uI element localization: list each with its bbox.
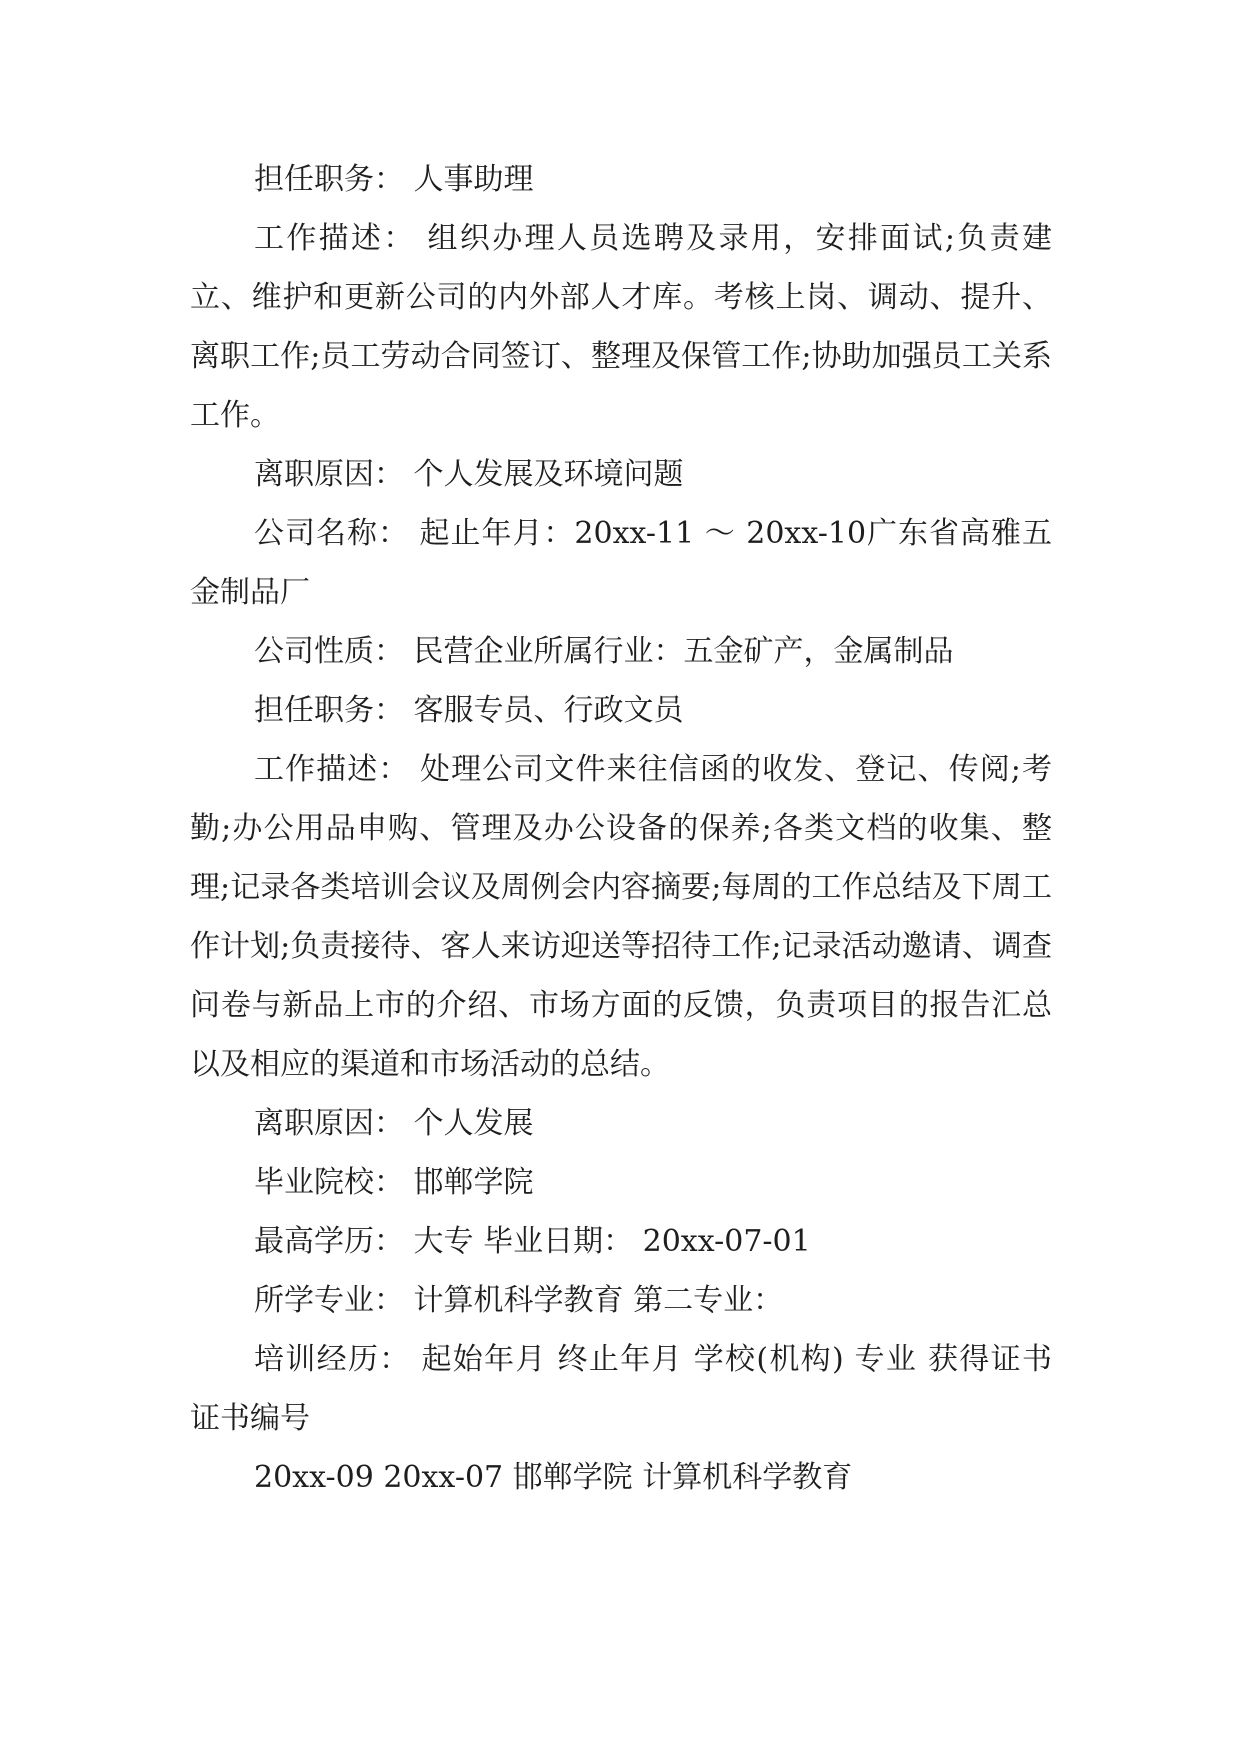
document-body xyxy=(190,150,1052,1507)
paragraph-education: 最高学历： 大专 毕业日期： 20xx-07-01 xyxy=(254,1224,811,1259)
paragraph-school: 毕业院校： 邯郸学院 xyxy=(254,1165,534,1200)
paragraph-job-description: 工作描述： 组织办理人员选聘及录用，安排面试;负责建立、维护和更新公司的内外部人才库。考核上岗、调动、提升、离职工作;员工劳动合同签订、整理及保管工作;协助加强员工关系工作。 xyxy=(190,221,1052,433)
paragraph-training-entry: 20xx-09 20xx-07 邯郸学院 计算机科学教育 xyxy=(254,1460,853,1495)
paragraph-position: 担任职务： 人事助理 xyxy=(254,162,534,197)
paragraph-company-type: 公司性质： 民营企业所属行业：五金矿产，金属制品 xyxy=(254,634,954,669)
paragraph-company-name: 公司名称： 起止年月：20xx-11 ～ 20xx-10广东省高雅五金制品厂 xyxy=(190,516,1052,610)
paragraph-major: 所学专业： 计算机科学教育 第二专业： xyxy=(254,1283,784,1318)
paragraph-position-2: 担任职务： 客服专员、行政文员 xyxy=(254,693,684,728)
paragraph-leave-reason-2: 离职原因： 个人发展 xyxy=(254,1106,534,1141)
paragraph-job-description-2: 工作描述： 处理公司文件来往信函的收发、登记、传阅;考勤;办公用品申购、管理及办公设备的保养;各类文档的收集、整理;记录各类培训会议及周例会内容摘要;每周的工作总结及下周工作计划;负责接待、客人来访迎送等招待工作;记录活动邀请、调查问卷与新品上市的介绍、市场方面的反馈，负责项目的报告汇总以及相应的渠道和市场活动的总结。 xyxy=(190,752,1052,1082)
paragraph-leave-reason: 离职原因： 个人发展及环境问题 xyxy=(254,457,684,492)
paragraph-training: 培训经历： 起始年月 终止年月 学校(机构) 专业 获得证书 证书编号 xyxy=(190,1342,1052,1436)
